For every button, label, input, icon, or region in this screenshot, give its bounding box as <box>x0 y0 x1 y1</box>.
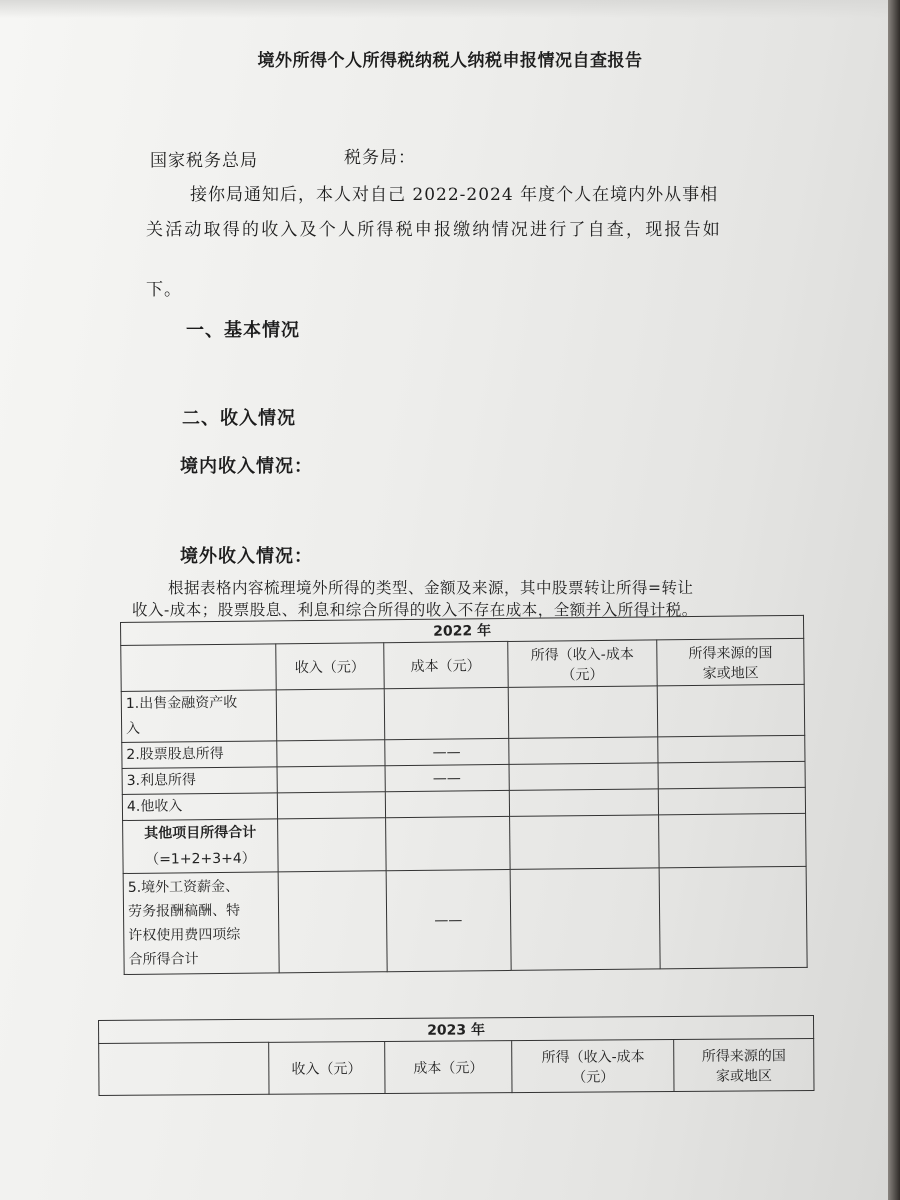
table-header-row <box>121 638 804 691</box>
addressee-right: 税务局： <box>344 148 416 168</box>
table-row <box>123 813 807 873</box>
table-cell <box>384 687 508 739</box>
row-label-line: 许权使用费四项综 <box>128 926 241 944</box>
section-basic-info: 一、基本情况 <box>186 320 300 341</box>
header-blank-cell <box>121 644 276 692</box>
intro-line-2: 关活动取得的收入及个人所得税申报缴纳情况进行了自查，现报告如 <box>146 220 722 240</box>
table-cell <box>508 737 658 765</box>
row-label-line: 1.出售金融资产收 <box>125 694 238 712</box>
table-cell <box>657 684 804 737</box>
table-cell <box>658 735 805 763</box>
table-year-2022: 2022 年 <box>121 615 804 645</box>
header-income: 收入（元） <box>268 1042 384 1095</box>
row-financial-assets-label <box>121 690 276 743</box>
note-line-1: 根据表格内容梳理境外所得的类型、金额及来源，其中股票转让所得=转让 <box>168 579 694 597</box>
row-interest-label: 3.利息所得 <box>122 767 277 795</box>
intro-line-3: 下。 <box>146 280 182 300</box>
table-row <box>123 866 807 974</box>
paper-top-edge <box>0 0 888 18</box>
table-year-2023: 2023 年 <box>99 1016 814 1044</box>
header-gain-line2: （元） <box>561 666 604 683</box>
table-cell <box>277 766 385 793</box>
row-other-income-label: 4.他收入 <box>122 793 277 821</box>
row-label-line: 劳务报酬稿酬、特 <box>127 902 241 920</box>
header-income: 收入（元） <box>276 643 384 690</box>
note-line-2: 收入-成本；股票股息、利息和综合所得的收入不存在成本，全额并入所得计税。 <box>132 601 698 619</box>
section-income: 二、收入情况 <box>182 408 296 429</box>
row-label-line: 5.境外工资薪金、 <box>127 878 240 896</box>
table-cell <box>277 818 385 872</box>
header-gain-line1: 所得（收入-成本 <box>541 1048 645 1066</box>
income-table-2023 <box>98 1015 815 1096</box>
intro-line-1: 接你局通知后，本人对自己 2022-2024 年度个人在境内外从事相 <box>190 185 719 205</box>
header-source-line1: 所得来源的国 <box>701 1047 786 1065</box>
header-gain <box>507 640 657 688</box>
header-cost: 成本（元） <box>383 641 507 688</box>
table-row <box>121 684 804 742</box>
header-gain-line1: 所得（收入-成本 <box>530 646 634 664</box>
table-cell <box>659 813 806 868</box>
table-cell <box>385 790 509 817</box>
table-header-row <box>99 1039 814 1096</box>
table-cell <box>385 816 509 870</box>
table-cell <box>659 787 806 815</box>
header-source-line1: 所得来源的国 <box>688 644 773 662</box>
table-cell <box>509 789 659 817</box>
header-gain <box>512 1039 674 1092</box>
table-cell <box>659 866 807 969</box>
foreign-income-heading: 境外收入情况： <box>180 546 313 567</box>
table-cell <box>509 815 659 870</box>
subtotal-label-line: 其他项目所得合计 <box>144 824 257 842</box>
table-cell <box>276 689 384 741</box>
table-cell <box>658 761 805 789</box>
addressee-left: 国家税务总局 <box>150 151 258 171</box>
table-cell <box>277 740 385 767</box>
table-cell <box>277 792 385 819</box>
row-overseas-salary-cost: —— <box>386 869 511 971</box>
header-cost: 成本（元） <box>384 1041 512 1094</box>
table-cell <box>508 686 658 739</box>
row-label-line: 合所得合计 <box>128 951 199 968</box>
row-overseas-salary-label <box>123 872 279 975</box>
table-cell <box>510 868 661 971</box>
subtotal-formula: （=1+2+3+4） <box>145 850 256 868</box>
row-label-line: 入 <box>126 720 141 737</box>
header-source-line2: 家或地区 <box>702 664 759 682</box>
page-edge-shadow <box>888 0 900 1200</box>
table-cell <box>278 871 387 973</box>
header-blank-cell <box>99 1042 269 1095</box>
header-source-line2: 家或地区 <box>715 1067 773 1085</box>
row-dividend-label: 2.股票股息所得 <box>122 741 277 769</box>
header-source <box>674 1039 814 1092</box>
domestic-income-heading: 境内收入情况： <box>180 456 313 477</box>
row-interest-cost: —— <box>385 764 509 791</box>
header-gain-line2: （元） <box>572 1068 615 1086</box>
header-source <box>657 638 804 686</box>
document-title: 境外所得个人所得税纳税人纳税申报情况自查报告 <box>257 51 643 71</box>
income-table-2022 <box>120 615 808 975</box>
table-cell <box>509 763 659 791</box>
row-dividend-cost: —— <box>384 738 508 765</box>
row-subtotal-label <box>123 819 278 874</box>
